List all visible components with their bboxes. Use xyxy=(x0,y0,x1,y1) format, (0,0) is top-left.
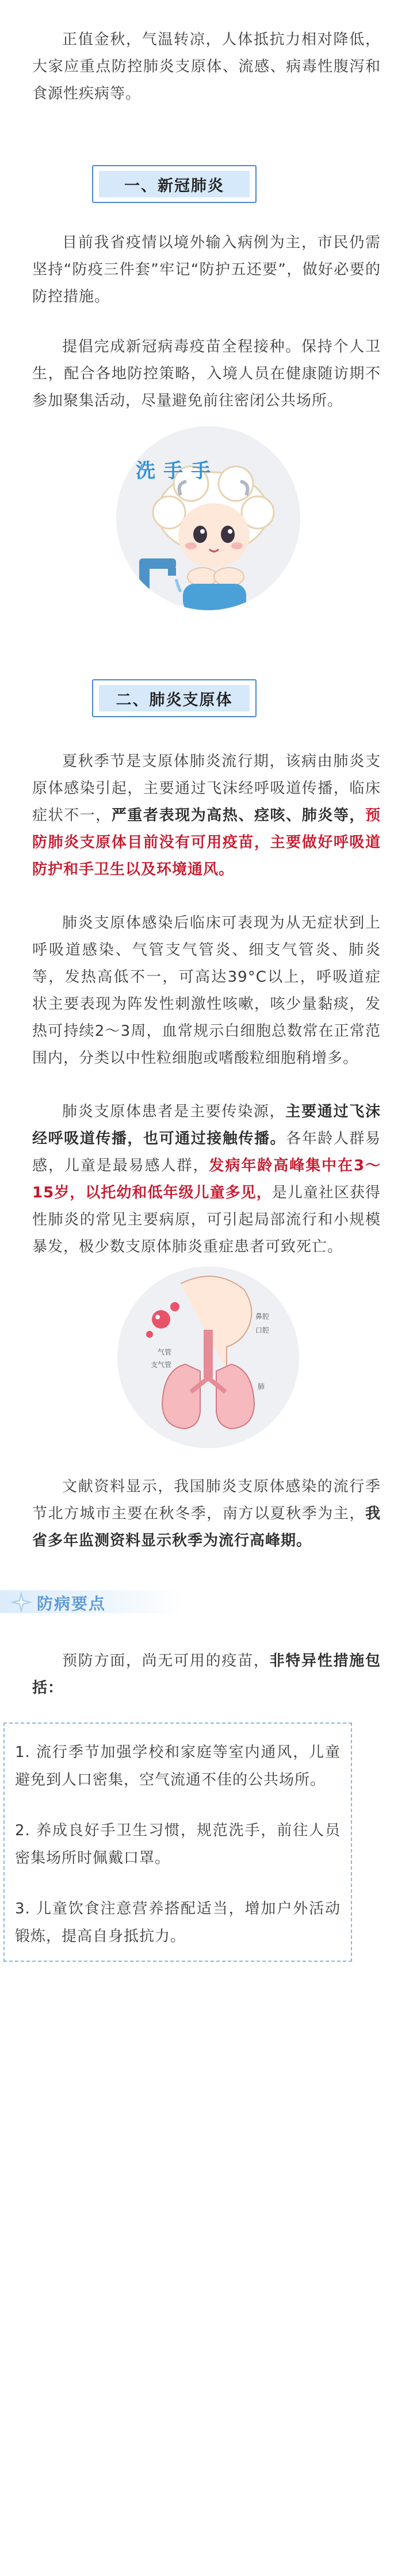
section-title-mycoplasma-text: 二、肺炎支原体 xyxy=(99,685,250,711)
covid-paragraph-2: 提倡完成新冠病毒疫苗全程接种。保持个人卫生，配合各地防控策略，入境人员在健康随访期不参加聚集活动，尽量避免前往密闭公共场所。 xyxy=(32,338,381,409)
p3-text-bold: 主要通过飞沫经呼吸道传播，也可通过接触传播。 xyxy=(32,1103,381,1147)
respiratory-system-icon xyxy=(117,1266,299,1448)
label-mouth: 口腔 xyxy=(255,1326,270,1334)
section-title-covid-text: 一、新冠肺炎 xyxy=(99,171,250,197)
handwash-illustration xyxy=(32,415,381,656)
handwash-circle xyxy=(116,426,300,610)
tips-item-2: 2. 养成良好手卫生习惯，规范洗手，前往人员密集场所时佩戴口罩。 xyxy=(15,1822,341,1867)
tips-title: 防病要点 xyxy=(37,1594,106,1613)
respiratory-circle xyxy=(117,1266,299,1448)
section-title-covid xyxy=(0,154,413,220)
p4-text-a: 文献资料显示，我国肺炎支原体感染的流行季节北方城市主要在秋冬季，南方以夏秋季为主， xyxy=(32,1478,381,1522)
label-nose: 鼻腔 xyxy=(255,1312,270,1320)
covid-paragraph-1: 目前我省疫情以境外输入病例为主，市民仍需坚持“防疫三件套”牢记“防护五还要”，做好必要的防控措施。 xyxy=(32,234,381,305)
label-bronchus: 支气管 xyxy=(151,1361,172,1369)
tips-intro-a: 预防方面，尚无可用的疫苗， xyxy=(62,1652,270,1670)
p1-text-bold: 严重者表现为高热、痉咳、肺炎等， xyxy=(111,807,365,824)
mycoplasma-paragraph-4 xyxy=(32,1473,381,1555)
section-title-mycoplasma xyxy=(0,668,413,734)
p3-text-c: 各年龄人群易感，儿童是最易感人群， xyxy=(32,1130,381,1174)
sparkle-icon xyxy=(8,1589,35,1616)
tips-intro-bold: 非特异性措施包括： xyxy=(32,1652,381,1697)
mycoplasma-paragraph-3 xyxy=(32,1098,381,1261)
tips-header xyxy=(0,1580,413,1620)
tips-item-1: 1. 流行季节加强学校和家庭等室内通风，儿童避免到人口密集，空气流通不佳的公共场所。 xyxy=(15,1744,341,1789)
p3-text-e: 是儿童社区获得性肺炎的常见主要病原，可引起局部流行和小规模暴发，极少数支原体肺炎重症患者可致死亡。 xyxy=(32,1184,381,1256)
tips-intro xyxy=(32,1648,381,1702)
mycoplasma-paragraph-1 xyxy=(32,748,381,883)
handwash-title: 洗手手 xyxy=(136,460,219,483)
label-trachea: 气管 xyxy=(158,1348,172,1356)
tips-list-box xyxy=(3,1723,352,1962)
p4-text-bold: 我省多年监测资料显示秋季为流行高峰期。 xyxy=(32,1505,381,1549)
p1-text-red: 预防肺炎支原体目前没有可用疫苗，主要做好呼吸道防护和手卫生以及环境通风。 xyxy=(32,807,381,878)
handwash-character-icon xyxy=(116,426,300,610)
intro-paragraph: 正值金秋，气温转凉，人体抵抗力相对降低，大家应重点防控肺炎支原体、流感、病毒性腹泻和食源性疾病等。 xyxy=(32,31,381,102)
p3-text-red: 发病年龄高峰集中在3～15岁，以托幼和低年级儿童多见， xyxy=(32,1157,381,1201)
p1-text-a: 夏秋季节是支原体肺炎流行期，该病由肺炎支原体感染引起，主要通过飞沫经呼吸道传播，临床症状不一， xyxy=(32,753,381,824)
mycoplasma-paragraph-2: 肺炎支原体感染后临床可表现为从无症状到上呼吸道感染、气管支气管炎、细支气管炎、肺炎等，发热高低不一，可高达39°C以上，呼吸道症状主要表现为阵发性刺激性咳嗽，咳少量黏痰，发热可持续2～3周，血常规示白细胞总数常在正常范围内，分类以中性粒细胞或嗜酸粒细胞稍增多。 xyxy=(32,914,381,1067)
label-lung: 肺 xyxy=(258,1383,265,1391)
p3-text-a: 肺炎支原体患者是主要传染源， xyxy=(62,1103,286,1120)
respiratory-illustration xyxy=(32,1261,381,1450)
tips-item-3: 3. 儿童饮食注意营养搭配适当，增加户外活动锻炼，提高自身抵抗力。 xyxy=(15,1900,341,1945)
